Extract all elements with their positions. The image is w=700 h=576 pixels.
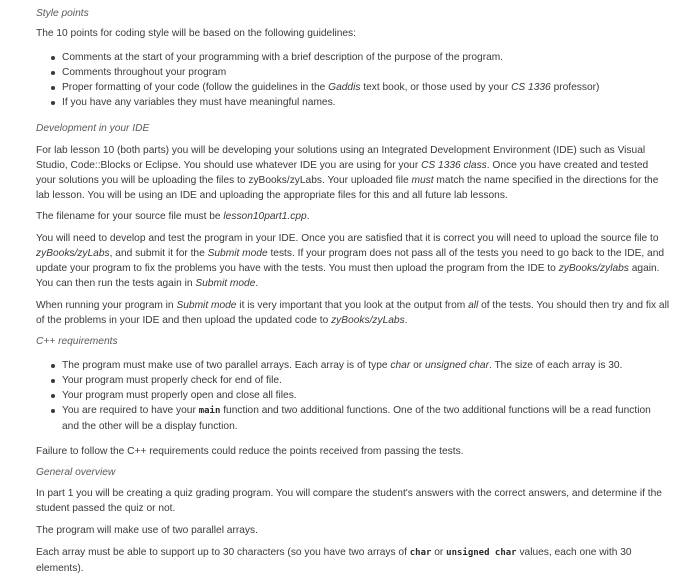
- style-points-heading: Style points: [36, 8, 89, 19]
- cpp-requirements-heading: C++ requirements: [36, 336, 118, 347]
- list-item: Comments throughout your program: [62, 65, 670, 80]
- cpp-failure-note: Failure to follow the C++ requirements could reduce the points received from passing the tests.: [36, 446, 464, 457]
- ide-filename-paragraph: The filename for your source file must be lesson10part1.cpp.: [36, 211, 310, 222]
- style-points-list: [36, 50, 670, 110]
- list-item: If you have any variables they must have meaningful names.: [62, 95, 670, 110]
- list-item: You are required to have your main function and two additional functions. One of the two additional functions will be a read function and the other will be a display function.: [62, 403, 670, 434]
- overview-paragraph-1: In part 1 you will be creating a quiz grading program. You will compare the student's answers with the correct answers, and determine if the student passed the quiz or not.: [36, 488, 662, 514]
- overview-paragraph-2: The program will make use of two parallel arrays.: [36, 525, 258, 536]
- list-item: The program must make use of two parallel arrays. Each array is of type char or unsigned char. The size of each array is 30.: [62, 358, 670, 373]
- cpp-requirements-list: [36, 358, 670, 434]
- list-item: Proper formatting of your code (follow the guidelines in the Gaddis text book, or those used by your CS 1336 professor): [62, 80, 670, 95]
- ide-paragraph-3: You will need to develop and test the program in your IDE. Once you are satisfied that it is correct you will need to upload the source file to zyBooks/zyLabs, and submit it for the Submit mode tests. If your program does not pass all of the tests you need to go back to the IDE, and update your program to fix the problems you have with the tests. You must then upload the program from the IDE to zyBooks/zylabs again. You can then run the tests again in Submit mode.: [36, 233, 665, 289]
- list-item: Your program must properly open and close all files.: [62, 388, 670, 403]
- ide-paragraph-1: For lab lesson 10 (both parts) you will be developing your solutions using an Integrated Development Environment (IDE) such as Visual Studio, Code::Blocks or Eclipse. You should use whatever IDE you are using for your CS 1336 class. Once you have created and tested your solutions you will be uploading the files to zyBooks/zyLabs. Your uploaded file must match the name specified in the directions for the lab lesson. You will be using an IDE and uploading the appropriate files for this and all future lab lessons.: [36, 145, 659, 201]
- list-item: Your program must properly check for end of file.: [62, 373, 670, 388]
- style-points-intro: The 10 points for coding style will be based on the following guidelines:: [36, 28, 356, 39]
- general-overview-heading: General overview: [36, 467, 116, 478]
- ide-heading: Development in your IDE: [36, 123, 150, 134]
- overview-paragraph-3: Each array must be able to support up to 30 characters (so you have two arrays of char or unsigned char values, each one with 30 elements).: [36, 547, 632, 574]
- ide-paragraph-4: When running your program in Submit mode it is very important that you look at the output from all of the tests. You should then try and fix all of the problems in your IDE and then upload the updated code to zyBooks/zyLabs.: [36, 300, 670, 326]
- list-item: Comments at the start of your programming with a brief description of the purpose of the program.: [62, 50, 670, 65]
